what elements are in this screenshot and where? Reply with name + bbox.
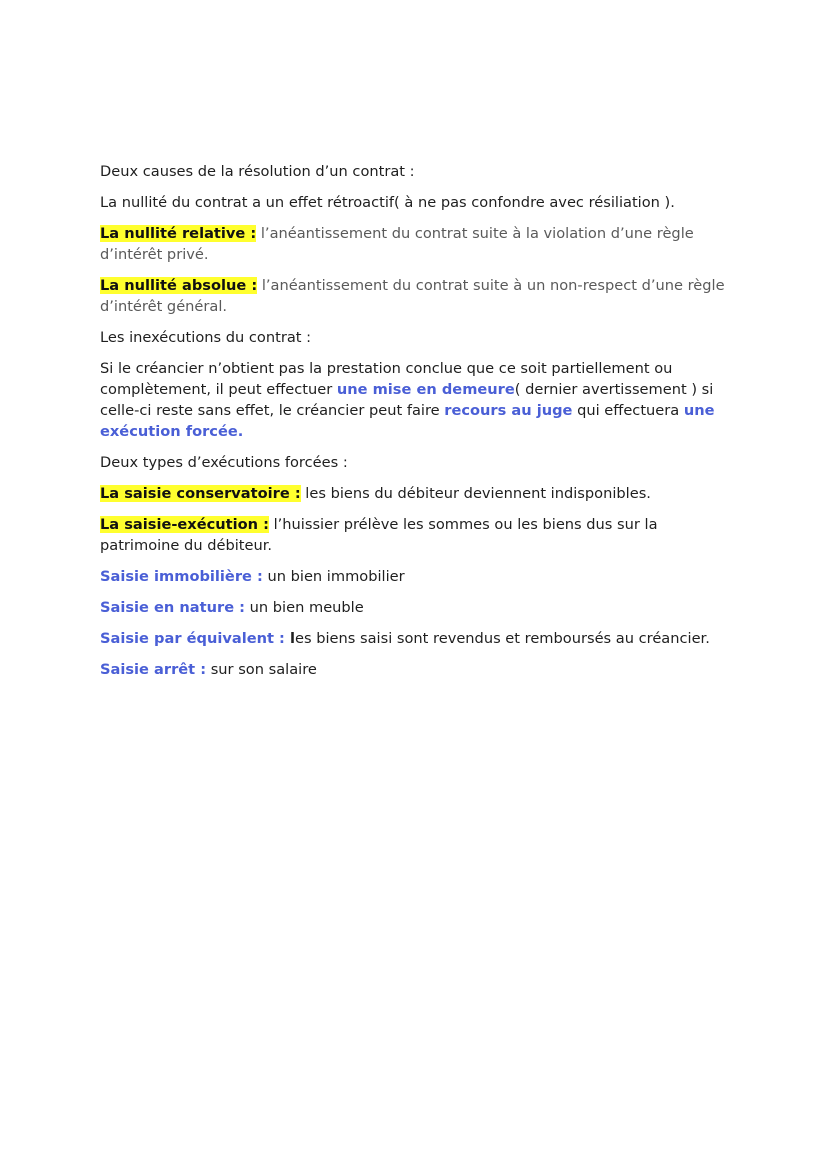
highlighted-term: La nullité absolue :	[100, 277, 258, 294]
highlighted-term: La nullité relative :	[100, 225, 257, 242]
blue-term: Saisie immobilière :	[100, 568, 263, 585]
heading-executions-forcees: Deux types d’exécutions forcées :	[100, 454, 348, 471]
definition-text: les biens du débiteur deviennent indisponibles.	[300, 485, 651, 502]
blue-term: Saisie en nature :	[100, 599, 246, 616]
highlighted-term: La saisie conservatoire :	[100, 485, 301, 502]
blue-term: Saisie par équivalent :	[100, 630, 285, 647]
blue-term: Saisie arrêt :	[100, 661, 207, 678]
definition-saisie-conservatoire	[100, 483, 740, 504]
definition-nullite-relative	[100, 223, 740, 265]
blue-term: recours au juge	[444, 402, 573, 419]
definition-text: l’anéantissement du contrat suite à la violation d’une règle d’intérêt privé.	[100, 225, 694, 263]
paragraph-nullite-retroactif: La nullité du contrat a un effet rétroactif( à ne pas confondre avec résiliation ).	[100, 194, 675, 211]
definition-saisie-execution	[100, 514, 740, 556]
document-body	[100, 161, 740, 690]
definition-text: sur son salaire	[206, 661, 317, 678]
definition-text: un bien meuble	[245, 599, 364, 616]
definition-saisie-par-equivalent	[100, 628, 740, 649]
heading-inexecutions: Les inexécutions du contrat :	[100, 329, 312, 346]
bold-letter: l	[284, 630, 295, 647]
definition-saisie-arret	[100, 659, 740, 680]
blue-term: une mise en demeure	[336, 381, 515, 398]
highlighted-term: La saisie-exécution :	[100, 516, 269, 533]
definition-text: l’anéantissement du contrat suite à un non-respect d’une règle d’intérêt général.	[100, 277, 725, 315]
paragraph-mise-en-demeure: Si le créancier n’obtient pas la prestation conclue que ce soit partiellement ou complètement, il peut effectuer une mise en demeure( dernier avertissement ) si celle-ci reste sans effet, le créancier peut faire recours au juge qui effectuera une exécution forcée.	[100, 360, 715, 440]
heading-resolution-causes: Deux causes de la résolution d’un contrat :	[100, 163, 415, 180]
definition-nullite-absolue	[100, 275, 740, 317]
definition-text: l’huissier prélève les sommes ou les biens dus sur la patrimoine du débiteur.	[100, 516, 658, 554]
definition-saisie-immobiliere	[100, 566, 740, 587]
definition-text: es biens saisi sont revendus et remboursés au créancier.	[294, 630, 710, 647]
blue-term: une exécution forcée.	[100, 402, 715, 440]
definition-saisie-en-nature	[100, 597, 740, 618]
definition-text: un bien immobilier	[262, 568, 405, 585]
